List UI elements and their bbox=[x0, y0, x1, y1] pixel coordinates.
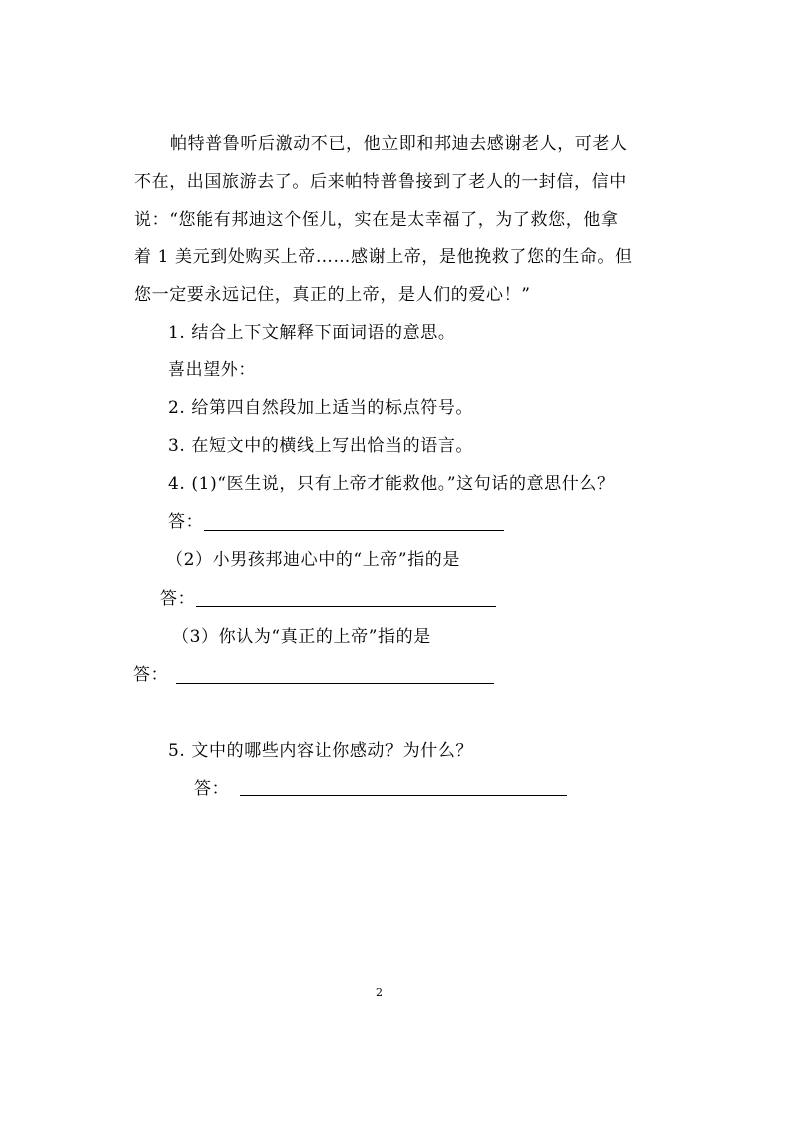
passage-line-5: 您一定要永远记住，真正的上帝，是人们的爱心！” bbox=[134, 285, 531, 305]
question-4-part-2-answer-label: 答： bbox=[160, 589, 196, 609]
question-3: 3. 在短文中的横线上写出恰当的语言。 bbox=[168, 436, 474, 456]
question-4-part-2: （2）小男孩邦迪心中的“上帝”指的是 bbox=[166, 550, 460, 570]
page-number: 2 bbox=[376, 986, 383, 999]
question-1-word: 喜出望外： bbox=[168, 360, 256, 380]
question-4-part-1: 4. (1)“医生说，只有上帝才能救他。”这句话的意思什么？ bbox=[168, 474, 615, 494]
answer-line-5[interactable] bbox=[240, 795, 567, 796]
question-5-answer-label: 答： bbox=[194, 779, 230, 799]
passage-line-4: 着 1 美元到处购买上帝……感谢上帝，是他挽救了您的生命。但 bbox=[134, 247, 633, 267]
question-4-part-3: （3）你认为“真正的上帝”指的是 bbox=[172, 627, 431, 647]
passage-line-1: 帕特普鲁听后激动不已，他立即和邦迪去感谢老人，可老人 bbox=[170, 134, 628, 154]
question-4-part-3-answer-label: 答： bbox=[133, 665, 169, 685]
question-4-part-1-answer-label: 答： bbox=[168, 512, 204, 532]
question-2: 2. 给第四自然段加上适当的标点符号。 bbox=[168, 398, 474, 418]
question-1: 1. 结合上下文解释下面词语的意思。 bbox=[168, 323, 456, 343]
answer-line-4-1[interactable] bbox=[204, 530, 504, 531]
question-5: 5. 文中的哪些内容让你感动？为什么？ bbox=[168, 741, 474, 761]
passage-line-3: 说：“您能有邦迪这个侄儿，实在是太幸福了，为了救您，他拿 bbox=[134, 210, 619, 230]
answer-line-4-2[interactable] bbox=[196, 606, 496, 607]
answer-line-4-3[interactable] bbox=[176, 683, 494, 684]
passage-line-2: 不在，出国旅游去了。后来帕特普鲁接到了老人的一封信，信中 bbox=[134, 172, 627, 192]
